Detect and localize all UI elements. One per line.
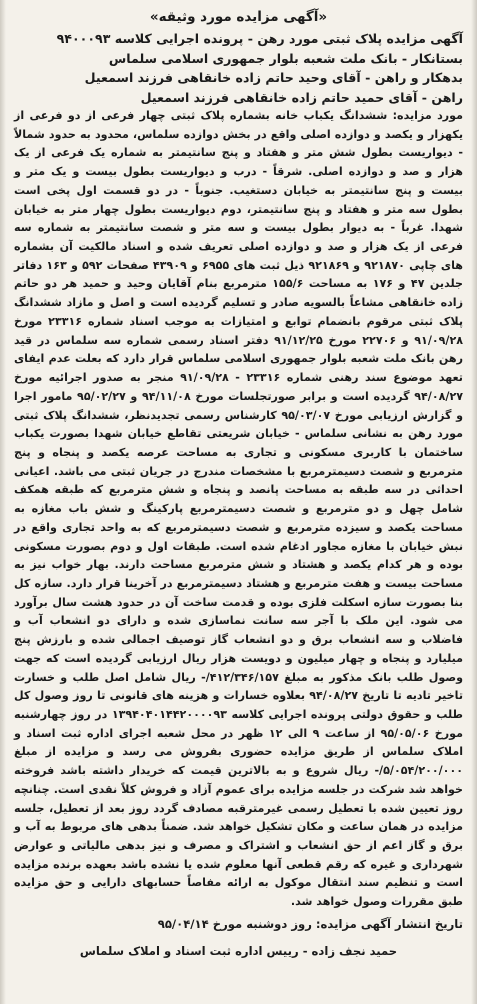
paper-edge-right — [471, 0, 477, 1004]
mortgagor-line: راهن - آقای حمید حاتم زاده خانقاهی فرزند اسمعیل — [140, 89, 463, 105]
case-heading: آگهی مزایده پلاک ثبتی مورد رهن - پرونده اجرایی کلاسه ۹۴۰۰۰۹۳ — [56, 31, 463, 46]
signature-line: حمید نجف زاده - رییس اداره ثبت اسناد و املاک سلماس — [79, 943, 398, 958]
paper-edge-left — [0, 0, 6, 1004]
notice-title: «آگهی مزایده مورد وثیقه» — [149, 9, 328, 25]
publish-date-line: تاریخ انتشار آگهی مزایده: روز دوشنبه مورخ ۹۵/۰۴/۱۴ — [157, 916, 463, 931]
debtor-line: بدهکار و راهن - آقای وحید حاتم زاده خانقاهی فرزند اسمعیل — [84, 70, 463, 85]
auction-body-paragraph: مورد مزایده: ششدانگ یکباب خانه بشماره پلاک ثبتی چهار فرعی از دو فرعی از یکهزار و یکصد و دوازده اصلی واقع در بخش دوازده سلماس، محدود به حدود شمالاً - دیواریست بطول شش متر و هفتاد و پنج سانتیمتر به شماره یک فرعی از یک هزار و صد و دوازده اصلی. شرقاً - درب و دیواریست بطول بیست و یک متر و بیست و پنج سانتیمتر به خیابان دستغیب. جنوباً - در دو قسمت اول پخی است بطول سه متر و هفتاد و پنج سانتیمتر، دوم دیواریست بطول چهار متر به خیابان شهدا. غرباً - به دیوار بطول بیست و سه متر و شصت سانتیمتر به شماره سه فرعی از یک هزار و صد و دوازده اصلی تعریف شده و اسناد مالکیت آن بشماره های چاپی ۹۲۱۸۷۰ و ۹۲۱۸۶۹ ذیل ثبت های ۶۹۵۵ و ۴۳۹۰۹ صفحات ۵۹۲ و ۱۶۳ دفاتر جلدین ۴۷ و ۱۷۶ به مساحت ۱۵۵/۶ مترمربع بنام آقایان وحید و حمید هر دو حاتم زاده خانقاهی مشاعاً بالسویه صادر و تسلیم گردیده است و اصل و مازاد ششدانگ پلاک ثبتی مرقوم بانضمام توابع و امتیازات به موجب اسناد شماره ۲۳۳۱۶ مورخ ۹۱/۰۹/۲۸ و ۲۲۷۰۶ مورخ ۹۱/۱۲/۲۵ دفتر اسناد رسمی شماره سه سلماس در قید رهن بانک ملت شعبه بلوار جمهوری اسلامی سلماس قرار دارد که بعلت عدم ایفای تعهد موضوع سند رهنی شماره ۲۳۳۱۶ - ۹۱/۰۹/۲۸ منجر به صدور اجرائیه مورخ ۹۴/۰۸/۲۷ گردیده است و برابر صورتجلسات مورخ ۹۴/۱۱/۰۸ و ۹۵/۰۲/۲۷ مامور اجرا و گزارش ارزیابی مورخ ۹۵/۰۳/۰۷ کارشناس رسمی تجدیدنظر، ششدانگ پلاک ثبتی مورد رهن به نشانی سلماس - خیابان شریعتی تقاطع خیابان شهدا بصورت یکباب ساختمان با کاربری مسکونی و تجاری به مساحت عرصه یکصد و پنجاه و پنج مترمربع و شصت دسیمترمربع با مشخصات مندرج در جریان ثبتی می باشد. اعیانی احداثی در سه طبقه به مساحت پانصد و پنجاه و شش مترمربع که طبقه همکف شامل چهل و دو مترمربع و شصت دسیمترمربع پارکینگ و شش باب مغازه به مساحت یکصد و سیزده مترمربع و شصت دسیمترمربع که به واحد تجاری واقع در نبش خیابان با مغازه مجاور ادغام شده است. طبقات اول و دوم بصورت مسکونی بوده و هر کدام یکصد و هشتاد و شش مترمربع مساحت دارند. بهار خواب نیز به مساحت بیست و هفت مترمربع و هشتاد دسیمترمربع در آخرینا قرار دارد. سازه کل بنا بصورت سازه اسکلت فلزی بوده و قدمت ساخت آن در حدود هشت سال برآورد می شود. این ملک با آجر سه سانت نماسازی شده و دارای دو انشعاب آب و فاضلاب و سه انشعاب برق و دو انشعاب گاز توصیف اجمالی شده و بارزش پنج میلیارد و پنجاه و چهار میلیون و دویست هزار ریال ارزیابی گردیده است که جهت وصول طلب بانک مذکور به مبلغ ۴۱۲/۳۴۶/۱۵۷/- ریال شامل اصل طلب و خسارت تاخیر تادیه تا تاریخ ۹۴/۰۸/۲۷ بعلاوه خسارات و هزینه های قانونی تا روز وصول کل طلب و حقوق دولتی پرونده اجرایی کلاسه ۱۳۹۴۰۴۰۱۴۴۲۰۰۰۰۹۳ در روز چهارشنبه مورخ ۹۵/۰۵/۰۶ از ساعت ۹ الی ۱۲ ظهر در محل شعبه اجرای اداره ثبت اسناد و املاک سلماس از طریق مزایده حضوری بفروش می رسد و مزایده از مبلغ ۵/۰۵۴/۲۰۰/۰۰۰/- ریال شروع و به بالاترین قیمت که خریدار داشته باشد فروخته خواهد شد شرکت در جلسه مزایده برای عموم آزاد و فروش کلاً نقدی است. چنانچه روز تعیین شده با تعطیل رسمی غیرمترقبه مصادف گردد روز بعد از تعطیل، جلسه مزایده در همان ساعت و مکان تشکیل خواهد شد. ضمناً بدهی های مربوط به آب و برق و گاز اعم از حق انشعاب و اشتراک و مصرف و نیز بدهی مالیاتی و عوارض شهرداری و غیره که رقم قطعی آنها معلوم شده یا نشده باشد بعهده برنده مزایده است و تنظیم سند انتقال موکول به ارائه مفاصاً حسابهای دارایی و حق مزایده طبق مقررات وصول خواهد شد. — [14, 109, 464, 909]
creditor-line: بستانکار - بانک ملت شعبه بلوار جمهوری اسلامی سلماس — [108, 50, 463, 66]
